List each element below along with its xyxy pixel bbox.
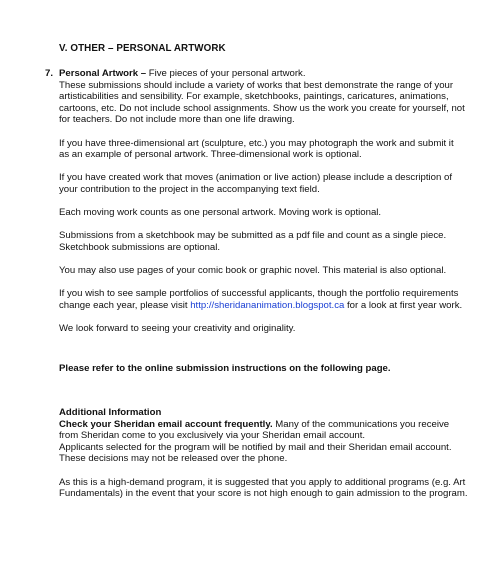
portfolio-blog-link[interactable]: http://sheridananimation.blogspot.ca — [190, 299, 345, 311]
paragraph-moving-count: Each moving work counts as one personal artwork. Moving work is optional. — [59, 207, 382, 219]
paragraph-moving-work: If you have created work that moves (animation or live action) please include a description of your contribution to the project in the accompanying text field. — [59, 172, 453, 195]
paragraph-email — [59, 419, 469, 465]
sample-portfolios-text-end: for a look at first year work. — [344, 299, 463, 311]
sample-portfolios-text: If you wish to see sample portfolios of successful applicants, though the portfolio requirements change each year, please visit — [59, 288, 459, 311]
paragraph-three-dimensional: If you have three-dimensional art (sculpture, etc.) you may photograph the work and submit it as an example of personal artwork. Three-dimensional work is optional. — [59, 137, 454, 161]
paragraph-sample-portfolios — [59, 288, 465, 311]
refer-instructions: Please refer to the online submission instructions on the following page. — [59, 363, 391, 374]
item-body — [59, 68, 465, 335]
paragraph-high-demand: As this is a high-demand program, it is suggested that you apply to additional programs (e.g. Art Fundamentals) in the event that your score is not high enough to gain admission to the program. — [59, 476, 468, 500]
paragraph-look-forward: We look forward to seeing your creativity and originality. — [59, 323, 296, 335]
paragraph-sketchbook: Submissions from a sketchbook may be submitted as a pdf file and count as a single piece. Sketchbook submissions are optional. — [59, 230, 447, 253]
section-heading: V. OTHER – PERSONAL ARTWORK — [59, 43, 226, 54]
item-title: Personal Artwork – — [59, 68, 149, 79]
paragraph-variety: These submissions should include a variety of works that best demonstrate the range of your artisticabilities and sensibility. For example, sketchbooks, paintings, caricatures, animations, cartoons, etc. Do not include school assignments. Show us the work you create for yourself, not for teachers. Do not include more than one life drawing. — [59, 79, 465, 126]
item-title-rest: Five pieces of your personal artwork. — [148, 68, 306, 79]
additional-information — [59, 407, 469, 511]
item-intro — [59, 68, 465, 126]
paragraph-notification: Applicants selected for the program will be notified by mail and their Sheridan email account. These decisions may not be released over the phone. — [59, 441, 452, 465]
personal-artwork-item — [45, 68, 465, 346]
item-number: 7. — [45, 68, 54, 79]
email-rest: Many of the communications you receive from Sheridan come to you exclusively via your Sheridan email account. — [59, 418, 450, 442]
additional-heading: Additional Information — [59, 407, 162, 418]
paragraph-comic-book: You may also use pages of your comic book or graphic novel. This material is also optional. — [59, 265, 447, 277]
email-emphasis: Check your Sheridan email account frequently. — [59, 418, 273, 430]
